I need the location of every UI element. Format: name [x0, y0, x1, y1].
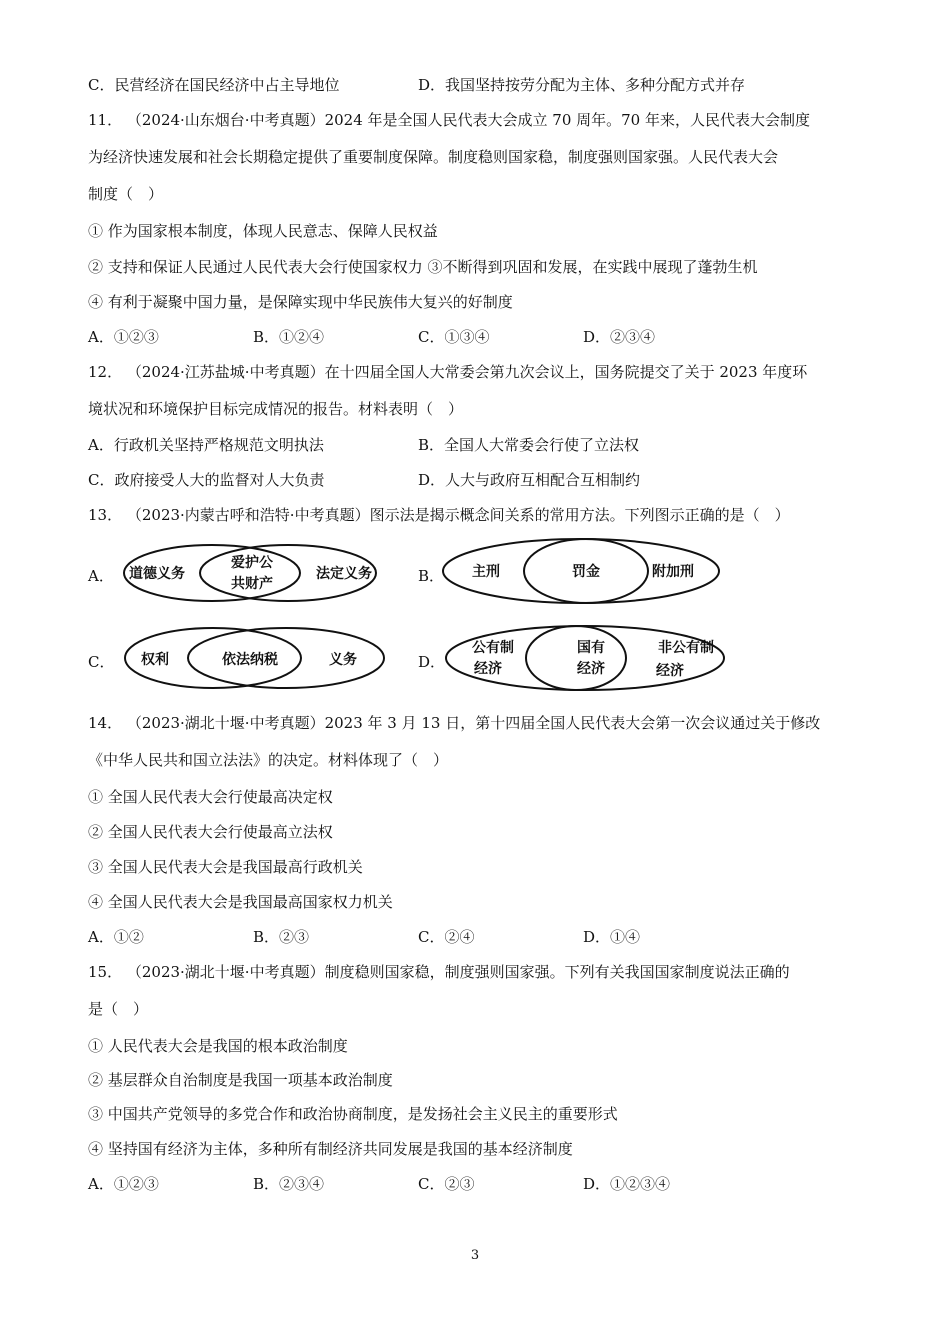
q15-statement-1: ① 人民代表大会是我国的根本政治制度 — [88, 1037, 348, 1055]
q11-option-d: D．②③④ — [583, 328, 656, 346]
q12-option-d: D．人大与政府互相配合互相制约 — [418, 471, 641, 489]
q13-option-b-letter: B． — [418, 567, 445, 585]
q13-diagram-b — [440, 536, 730, 608]
label-public-economy-2: 经济 — [474, 661, 502, 677]
q14-statement-2: ② 全国人民代表大会行使最高立法权 — [88, 823, 333, 841]
label-legal-duty: 法定义务 — [316, 566, 372, 582]
ellipse-outer — [446, 626, 724, 690]
label-public-economy-1: 公有制 — [472, 640, 514, 656]
q15-option-c: C．②③ — [418, 1175, 475, 1193]
q12-stem-line2: 境状况和环境保护目标完成情况的报告。材料表明（ ） — [88, 400, 464, 418]
q15-stem-line2: 是（ ） — [88, 1000, 149, 1018]
q15-statement-3: ③ 中国共产党领导的多党合作和政治协商制度，是发扬社会主义民主的重要形式 — [88, 1105, 618, 1123]
q15-option-d: D．①②③④ — [583, 1175, 671, 1193]
label-pay-taxes: 依法纳税 — [222, 652, 278, 668]
q12-option-b: B．全国人大常委会行使了立法权 — [418, 436, 640, 454]
q13-option-d-letter: D． — [418, 653, 446, 671]
label-state-economy-1: 国有 — [577, 640, 605, 656]
label-nonpublic-economy-2: 经济 — [656, 663, 684, 679]
label-protect-public-1: 爱护公 — [231, 555, 273, 571]
q11-stem-line1: 11． （2024·山东烟台·中考真题）2024 年是全国人民代表大会成立 70 周年。70 年来，人民代表大会制度 — [88, 111, 810, 129]
q13-diagram-c — [112, 624, 392, 694]
q11-statement-1: ① 作为国家根本制度，体现人民意志、保障人民权益 — [88, 222, 438, 240]
ellipse-inner — [526, 626, 626, 690]
q11-option-b: B．①②④ — [253, 328, 325, 346]
label-protect-public-2: 共财产 — [231, 576, 273, 592]
label-principal-penalty: 主刑 — [472, 564, 500, 580]
q13-diagram-d — [440, 622, 736, 694]
q15-statement-4: ④ 坚持国有经济为主体，多种所有制经济共同发展是我国的基本经济制度 — [88, 1140, 573, 1158]
q11-stem-line3: 制度（ ） — [88, 185, 164, 203]
q14-stem-line1: 14． （2023·湖北十堰·中考真题）2023 年 3 月 13 日，第十四届全国人民代表大会第一次会议通过关于修改 — [88, 714, 821, 732]
q13-stem: 13． （2023·内蒙古呼和浩特·中考真题）图示法是揭示概念间关系的常用方法。下列图示正确的是（ ） — [88, 506, 790, 524]
q11-statement-4: ④ 有利于凝聚中国力量，是保障实现中华民族伟大复兴的好制度 — [88, 293, 513, 311]
q14-option-d: D．①④ — [583, 928, 641, 946]
q14-option-c: C．②④ — [418, 928, 475, 946]
q10-option-d: D．我国坚持按劳分配为主体、多种分配方式并存 — [418, 76, 746, 94]
q10-option-c: C．民营经济在国民经济中占主导地位 — [88, 76, 340, 94]
q11-option-c: C．①③④ — [418, 328, 490, 346]
q11-statement-2-3: ② 支持和保证人民通过人民代表大会行使国家权力 ③不断得到巩固和发展，在实践中展现了蓬勃生机 — [88, 258, 758, 276]
q15-statement-2: ② 基层群众自治制度是我国一项基本政治制度 — [88, 1071, 393, 1089]
q15-stem-line1: 15． （2023·湖北十堰·中考真题）制度稳则国家稳，制度强则国家强。下列有关我国国家制度说法正确的 — [88, 963, 790, 981]
q11-option-a: A．①②③ — [88, 328, 159, 346]
label-fine: 罚金 — [572, 564, 600, 580]
q14-statement-3: ③ 全国人民代表大会是我国最高行政机关 — [88, 858, 363, 876]
q11-stem-line2: 为经济快速发展和社会长期稳定提供了重要制度保障。制度稳则国家稳，制度强则国家强。人民代表大会 — [88, 148, 779, 166]
q14-option-a: A．①② — [88, 928, 144, 946]
q14-statement-1: ① 全国人民代表大会行使最高决定权 — [88, 788, 333, 806]
q14-stem-line2: 《中华人民共和国立法法》的决定。材料体现了（ ） — [88, 751, 449, 769]
label-rights: 权利 — [141, 652, 169, 668]
page-number: 3 — [470, 1248, 480, 1263]
q13-option-a-letter: A． — [88, 567, 114, 585]
label-moral-duty: 道德义务 — [129, 566, 185, 582]
q13-option-c-letter: C． — [88, 653, 115, 671]
label-state-economy-2: 经济 — [577, 661, 605, 677]
q12-stem-line1: 12． （2024·江苏盐城·中考真题）在十四届全国人大常委会第九次会议上，国务院提交了关于 2023 年度环 — [88, 363, 808, 381]
label-duties: 义务 — [329, 652, 357, 668]
q12-option-a: A．行政机关坚持严格规范文明执法 — [88, 436, 324, 454]
q12-option-c: C．政府接受人大的监督对人大负责 — [88, 471, 325, 489]
label-supplementary-penalty: 附加刑 — [652, 564, 694, 580]
q14-option-b: B．②③ — [253, 928, 310, 946]
q15-option-b: B．②③④ — [253, 1175, 325, 1193]
q14-statement-4: ④ 全国人民代表大会是我国最高国家权力机关 — [88, 893, 393, 911]
label-nonpublic-economy-1: 非公有制 — [658, 640, 714, 656]
q15-option-a: A．①②③ — [88, 1175, 159, 1193]
q13-diagram-a — [112, 536, 392, 612]
